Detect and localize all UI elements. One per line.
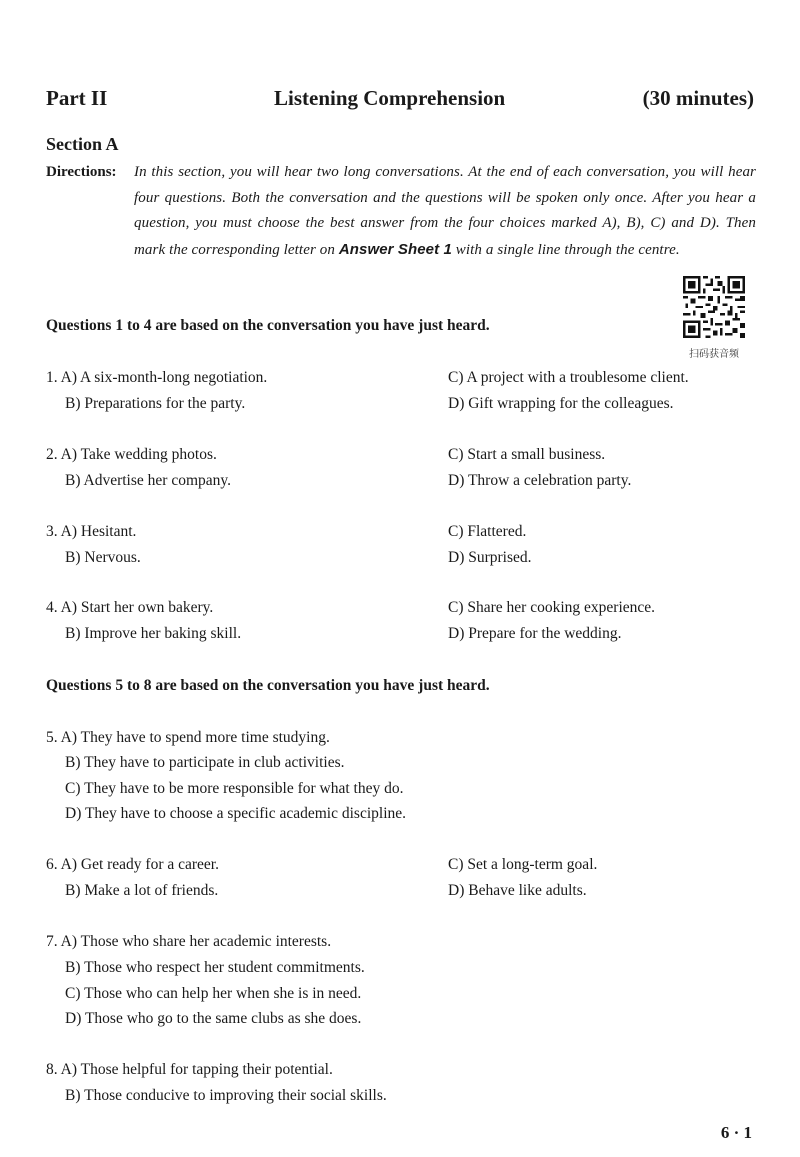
qr-code-icon[interactable] — [683, 276, 745, 338]
question-1-option-c: C) A project with a troublesome client. — [448, 369, 689, 386]
part-header — [46, 86, 754, 116]
question-7-option-c: C) Those who can help her when she is in need. — [65, 985, 362, 1002]
question-3-option-d: D) Surprised. — [448, 549, 532, 566]
question-6-number: 6. A) — [46, 856, 77, 873]
question-6-a-text: Get ready for a career. — [80, 856, 219, 873]
question-8-option-a — [46, 1061, 333, 1079]
question-3-option-a — [46, 523, 136, 541]
question-6-option-c: C) Set a long-term goal. — [448, 856, 598, 873]
question-4-number: 4. A) — [46, 599, 77, 616]
question-7-option-a — [46, 933, 331, 951]
question-8-number: 8. A) — [46, 1061, 77, 1078]
question-8-a-text: Those helpful for tapping their potential. — [80, 1061, 333, 1078]
directions-text — [134, 160, 756, 263]
section-title: Section A — [46, 134, 119, 154]
question-5-option-d: D) They have to choose a specific academic discipline. — [65, 805, 407, 822]
question-4-option-d: D) Prepare for the wedding. — [448, 625, 622, 642]
question-8-option-b: B) Those conducive to improving their social skills. — [65, 1087, 387, 1104]
part-time: (30 minutes) — [642, 86, 754, 110]
question-5-number: 5. A) — [46, 729, 77, 746]
question-5-option-a — [46, 729, 330, 747]
question-2-a-text: Take wedding photos. — [80, 446, 217, 463]
question-3-option-b: B) Nervous. — [65, 549, 141, 566]
answer-sheet-label: Answer Sheet 1 — [338, 240, 452, 258]
question-6-option-b: B) Make a lot of friends. — [65, 882, 219, 899]
question-6-option-a — [46, 856, 219, 874]
question-1-number: 1. A) — [46, 369, 77, 386]
question-4-option-b: B) Improve her baking skill. — [65, 625, 242, 642]
question-2-option-c: C) Start a small business. — [448, 446, 606, 463]
questions-1-4-heading: Questions 1 to 4 are based on the conversation you have just heard. — [46, 317, 490, 334]
question-1-option-a — [46, 369, 267, 387]
directions-text-after: with a single line through the centre. — [455, 241, 680, 258]
question-1-a-text: A six-month-long negotiation. — [80, 369, 268, 386]
qr-caption: 扫码获音频 — [689, 349, 739, 360]
part-label: Part II — [46, 86, 108, 110]
question-6-option-d: D) Behave like adults. — [448, 882, 587, 899]
question-2-option-d: D) Throw a celebration party. — [448, 472, 632, 489]
question-7-a-text: Those who share her academic interests. — [80, 933, 332, 950]
question-3-a-text: Hesitant. — [80, 523, 137, 540]
question-3-option-c: C) Flattered. — [448, 523, 527, 540]
page-number: 6 · 1 — [720, 1123, 752, 1142]
directions-label: Directions: — [46, 164, 117, 180]
questions-5-8-heading: Questions 5 to 8 are based on the conversation you have just heard. — [46, 677, 490, 694]
question-2-option-b: B) Advertise her company. — [65, 472, 232, 489]
directions-text-before: In this section, you will hear two long conversations. At the end of each conversation, you will hear four questions. Both the conversation and the questions will be spoken only once. After you hear a question, you must choose the best answer from the four choices marked A), B), C) and D). Then mark the corresponding letter on — [134, 164, 756, 258]
question-5-a-text: They have to spend more time studying. — [80, 729, 330, 746]
question-4-a-text: Start her own bakery. — [80, 599, 214, 616]
question-3-number: 3. A) — [46, 523, 77, 540]
question-4-option-a — [46, 599, 213, 617]
question-5-option-b: B) They have to participate in club activities. — [65, 754, 345, 771]
question-7-option-b: B) Those who respect her student commitments. — [65, 959, 365, 976]
question-1-option-d: D) Gift wrapping for the colleagues. — [448, 395, 674, 412]
question-2-option-a — [46, 446, 217, 464]
question-4-option-c: C) Share her cooking experience. — [448, 599, 656, 616]
question-2-number: 2. A) — [46, 446, 77, 463]
question-1-option-b: B) Preparations for the party. — [65, 395, 246, 412]
question-5-option-c: C) They have to be more responsible for what they do. — [65, 780, 404, 797]
question-7-option-d: D) Those who go to the same clubs as she does. — [65, 1010, 362, 1027]
part-title: Listening Comprehension — [274, 86, 506, 110]
question-7-number: 7. A) — [46, 933, 77, 950]
